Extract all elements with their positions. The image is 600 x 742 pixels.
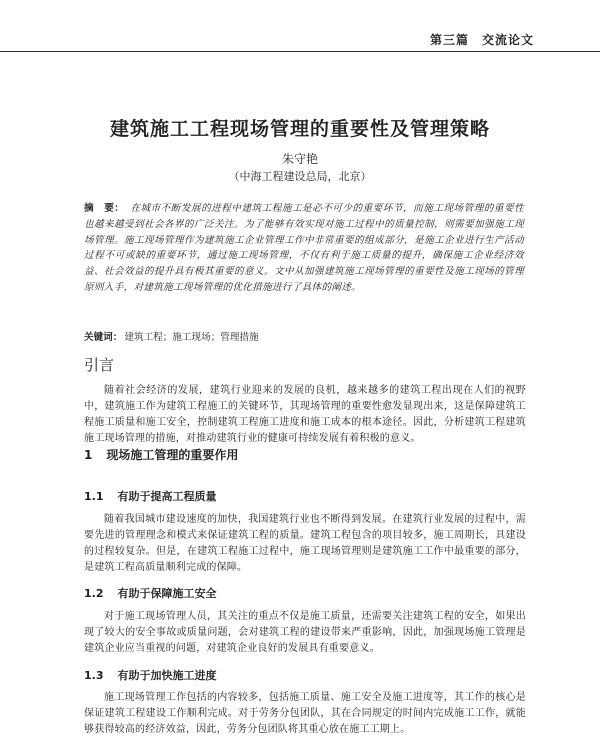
- abstract-label: 摘 要：: [84, 203, 125, 214]
- subsection-1-3-title: 有助于加快施工进度: [117, 669, 217, 682]
- header-rule: [0, 51, 600, 52]
- subsection-1-3-paragraph: 施工现场管理工作包括的内容较多，包括施工质量、施工安全及施工进度等，其工作的核心是保证建筑工程建设工作顺利完成。对于劳务分包团队，其在合同规定的时间内完成施工工作，就能够获得较高的经济效益，因此，劳务分包团队将其重心放在施工工期上。: [84, 692, 526, 735]
- subsection-1-2-heading: [84, 585, 217, 601]
- section-1-heading: [84, 446, 238, 463]
- abstract: [84, 201, 524, 296]
- subsection-1-1-heading: [84, 488, 217, 504]
- paper-title: 建筑施工工程现场管理的重要性及管理策略: [109, 118, 490, 140]
- keywords-text: 建筑工程；施工现场；管理措施: [124, 332, 259, 343]
- running-head: 第三篇 交流论文: [429, 33, 534, 47]
- author: 朱守艳: [281, 152, 318, 166]
- intro-heading: 引言: [84, 356, 115, 374]
- subsection-1-2-paragraph: 对于施工现场管理人员，其关注的重点不仅是施工质量，还需要关注建筑工程的安全，如果出现了较大的安全事故或质量问题，会对建筑工程的建设带来严重影响，因此，加强现场施工管理是建筑企业应当重视的问题，对建筑企业良好的发展具有重要意义。: [84, 611, 526, 654]
- section-1-number: 1: [84, 448, 93, 462]
- subsection-1-3-number: 1.3: [84, 669, 104, 682]
- abstract-text: 在城市不断发展的进程中建筑工程施工是必不可少的重要环节，而施工现场管理的重要性也越来越受到社会各界的广泛关注。为了能够有效实现对施工过程中的质量控制，则需要加强施工现场管理。施工现场管理作为建筑施工企业管理工作中非常重要的组成部分，是施工企业进行生产活动过程不可或缺的重要环节，通过施工现场管理，不仅有利于施工质量的提升，确保施工企业经济效益、社会效益的提升具有极其重要的意义。文中从加强建筑施工现场管理的重要性及施工现场的管理原则入手，对建筑施工现场管理的优化措施进行了具体的阐述。: [84, 203, 524, 293]
- keywords-label: 关键词：: [84, 332, 123, 343]
- keywords: [84, 329, 524, 343]
- subsection-1-1-title: 有助于提高工程质量: [117, 490, 217, 503]
- intro-paragraph: 随着社会经济的发展，建筑行业迎来的发展的良机，越来越多的建筑工程出现在人们的视野中，建筑施工作为建筑工程施工的关键环节，其现场管理的重要性愈发显现出来，这是保障建筑工程施工质量和施工安全，控制建筑工程施工进度和施工成本的根本途径。因此，分析建筑工程建筑施工现场管理的措施，对推动建筑行业的健康可持续发展有着积极的意义。: [84, 385, 526, 444]
- subsection-1-3-heading: [84, 667, 217, 683]
- subsection-1-1-number: 1.1: [84, 490, 104, 503]
- subsection-1-1-paragraph: 随着我国城市建设速度的加快，我国建筑行业也不断得到发展。在建筑行业发展的过程中，需要先进的管理理念和模式来保证建筑工程的质量。建筑工程包含的项目较多，施工周期长，具建设的过程较复杂。但是，在建筑工程施工过程中，施工现场管理则是建筑施工工作中最重要的部分，是建筑工程高质量顺利完成的保障。: [84, 514, 526, 573]
- affiliation: （中海工程建设总局，北京）: [228, 170, 372, 183]
- subsection-1-2-title: 有助于保障施工安全: [117, 587, 217, 600]
- section-1-title: 现场施工管理的重要作用: [106, 448, 239, 462]
- subsection-1-2-number: 1.2: [84, 587, 104, 600]
